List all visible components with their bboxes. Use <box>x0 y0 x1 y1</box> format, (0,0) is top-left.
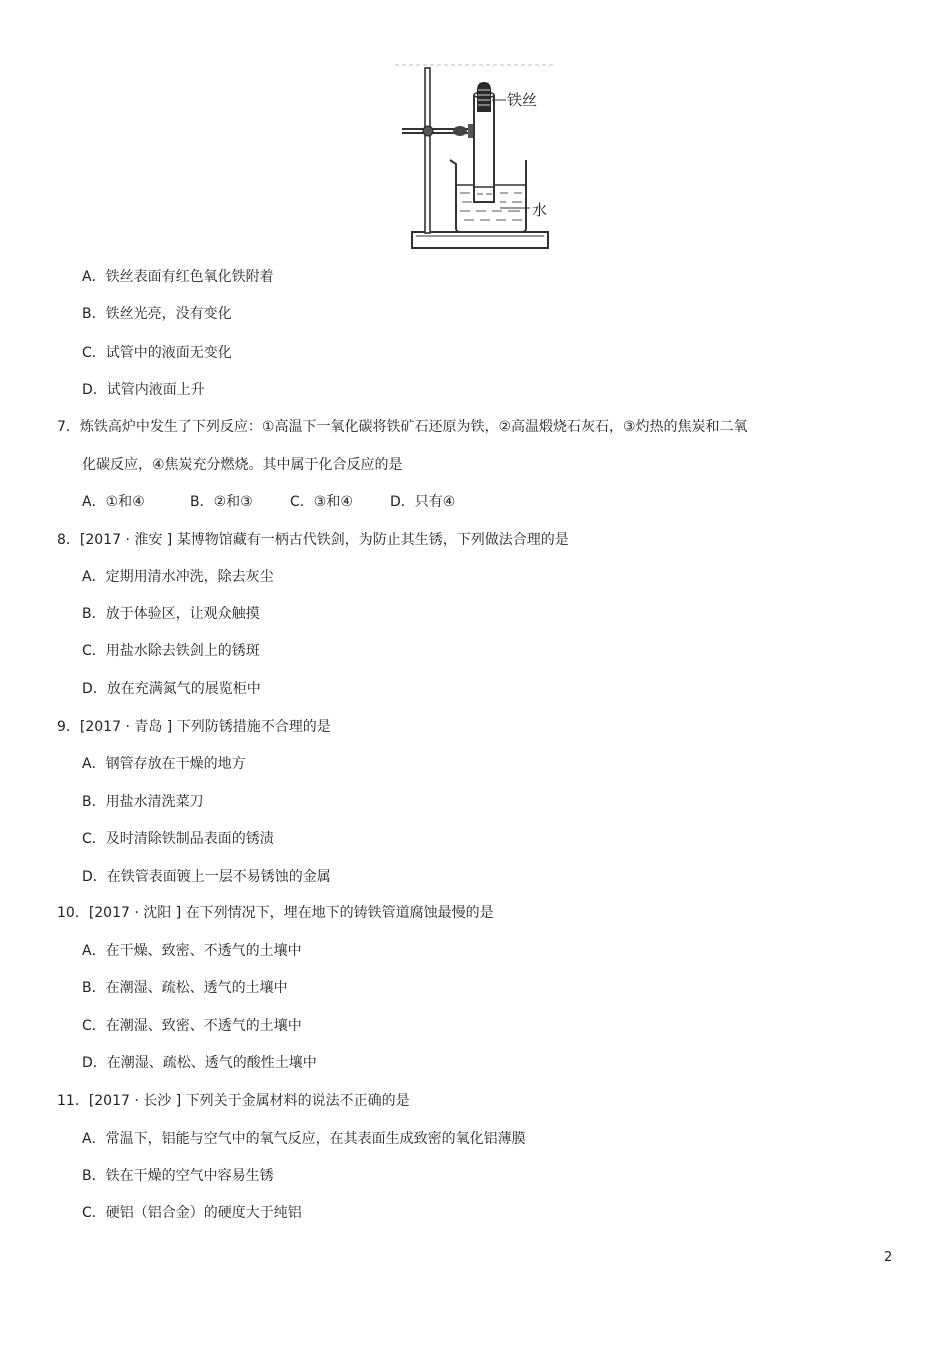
q7-option-c: C．③和④ <box>290 494 353 510</box>
q10-option-d: D．在潮湿、疏松、透气的酸性土壤中 <box>82 1055 317 1071</box>
q11-option-a: A．常温下，铝能与空气中的氧气反应，在其表面生成致密的氧化铝薄膜 <box>82 1131 526 1147</box>
q9-stem: 9．[2017 · 青岛 ] 下列防锈措施不合理的是 <box>57 719 331 735</box>
q11-option-c: C．硬铝（铝合金）的硬度大于纯铝 <box>82 1205 302 1221</box>
q8-stem: 8．[2017 · 淮安 ] 某博物馆藏有一柄古代铁剑，为防止其生锈，下列做法合理的是 <box>57 532 569 548</box>
q10-stem: 10．[2017 · 沈阳 ] 在下列情况下，埋在地下的铸铁管道腐蚀最慢的是 <box>57 905 494 921</box>
q6-option-d: D．试管内液面上升 <box>82 382 205 398</box>
q6-option-c: C．试管中的液面无变化 <box>82 345 232 361</box>
q7-stem-line1: 7．炼铁高炉中发生了下列反应：①高温下一氧化碳将铁矿石还原为铁，②高温煅烧石灰石，③灼热的焦炭和二氧 <box>57 419 748 435</box>
q7-option-a: A．①和④ <box>82 494 145 510</box>
q10-option-a: A．在干燥、致密、不透气的土壤中 <box>82 943 302 959</box>
apparatus-figure <box>380 60 570 255</box>
stand-base <box>412 232 548 248</box>
q9-option-a: A．钢管存放在干燥的地方 <box>82 756 246 772</box>
q6-option-a: A．铁丝表面有红色氧化铁附着 <box>82 269 274 285</box>
q7-stem-line2: 化碳反应，④焦炭充分燃烧。其中属于化合反应的是 <box>82 457 403 473</box>
label-iron-wire: 铁丝 <box>507 91 538 109</box>
q9-option-d: D．在铁管表面镀上一层不易锈蚀的金属 <box>82 869 331 885</box>
q11-stem: 11．[2017 · 长沙 ] 下列关于金属材料的说法不正确的是 <box>57 1093 410 1109</box>
q8-option-b: B．放于体验区，让观众触摸 <box>82 606 260 622</box>
q8-option-c: C．用盐水除去铁剑上的锈斑 <box>82 643 260 659</box>
q10-option-c: C．在潮湿、致密、不透气的土壤中 <box>82 1018 302 1034</box>
iron-wire-experiment-diagram <box>380 60 570 255</box>
page-number: 2 <box>884 1250 893 1265</box>
label-water: 水 <box>532 201 548 219</box>
q7-option-b: B．②和③ <box>190 494 253 510</box>
q7-options-row <box>82 493 455 511</box>
clamp-screw <box>423 126 433 136</box>
iron-wire-icon <box>477 82 491 112</box>
q8-option-a: A．定期用清水冲洗，除去灰尘 <box>82 569 274 585</box>
q10-option-b: B．在潮湿、疏松、透气的土壤中 <box>82 980 288 996</box>
q9-option-b: B．用盐水清洗菜刀 <box>82 794 204 810</box>
q9-option-c: C．及时清除铁制品表面的锈渍 <box>82 831 274 847</box>
q8-option-d: D．放在充满氮气的展览柜中 <box>82 681 261 697</box>
q6-option-b: B．铁丝光亮，没有变化 <box>82 306 232 322</box>
stand-rod <box>425 68 430 233</box>
clamp-knob <box>453 126 467 136</box>
q7-option-d: D．只有④ <box>390 494 456 510</box>
q11-option-b: B．铁在干燥的空气中容易生锈 <box>82 1168 274 1184</box>
